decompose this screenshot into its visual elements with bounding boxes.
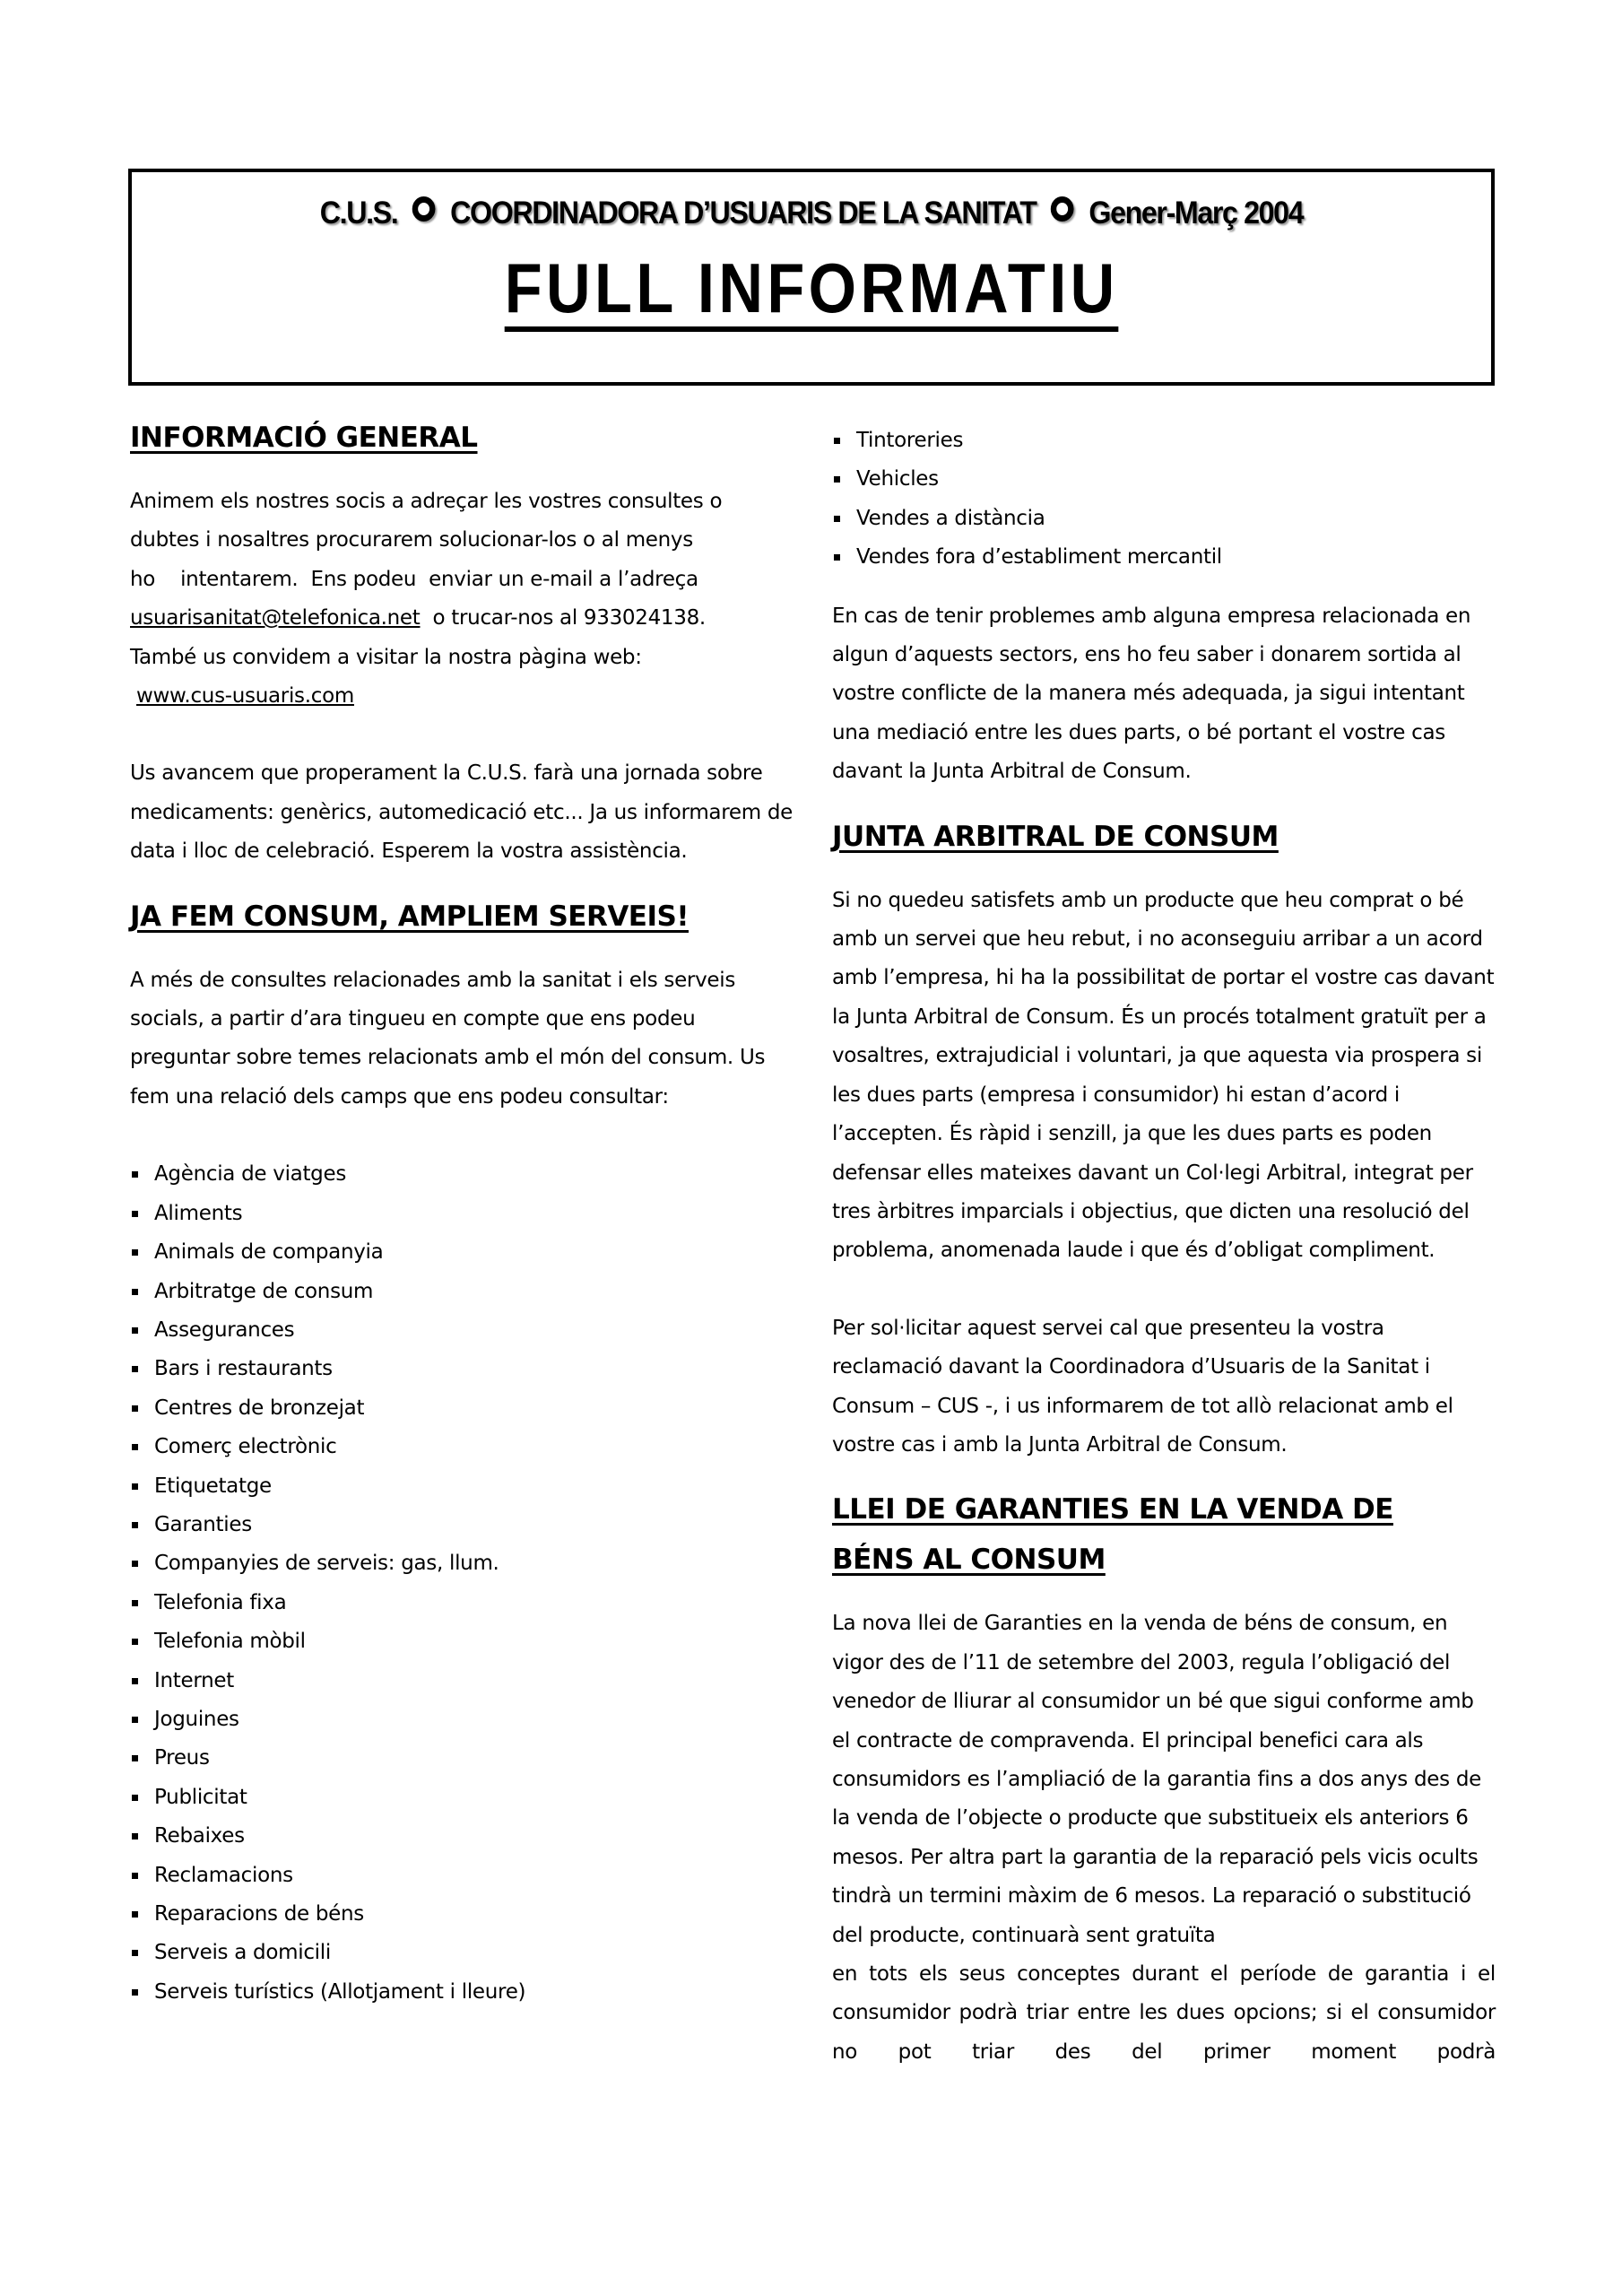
square-bullet-icon — [132, 1211, 138, 1217]
junta-paragraph-1: Si no quedeu satisfets amb un producte que heu comprat o bé amb un servei que heu rebut, i no aconseguiu arribar a un acord amb l’empresa, hi ha la possibilitat de portar el vostre cas davant la Junta Arbitral de Consum. És un procés totalment gratuït per a vosaltres, extrajudicial i voluntari, ja que aquesta via prospera si les dues parts (empresa i consumidor) hi estan d’acord i l’accepten. És ràpid i senzill, ja que les dues parts es poden defensar elles mateixes davant un Col·legi Arbitral, integrat per tres àrbitres imparcials i objectius, que dicten una resolució del problema, anomenada laude i que és d’obligat compliment. — [832, 888, 1495, 1263]
general-paragraph-1 — [130, 483, 794, 716]
square-bullet-icon — [132, 1678, 138, 1684]
list-item: Bars i restaurants — [130, 1350, 794, 1388]
square-bullet-icon — [132, 1366, 138, 1372]
list-item: Telefonia fixa — [130, 1584, 794, 1622]
square-bullet-icon — [132, 1561, 138, 1567]
ring-bullet-icon — [412, 196, 436, 222]
square-bullet-icon — [132, 1950, 138, 1956]
garanties-text: La nova llei de Garanties en la venda de béns de consum, en vigor des de l’11 de setembre del 2003, regula l’obligació del venedor de lliurar al consumidor un bé que sigui conforme amb el contracte de compravenda. El principal benefici cara als consumidors es l’ampliació de la garantia fins a dos anys des de la venda de l’objecte o producte que substitueix els anteriors 6 mesos. Per altra part la garantia de la reparació pels vicis ocults tindrà un termini màxim de 6 mesos. La reparació o substitució del producte, continuarà sent gratuïta — [832, 1612, 1481, 1947]
square-bullet-icon — [132, 1600, 138, 1606]
list-item: Internet — [130, 1662, 794, 1700]
section-heading-general: INFORMACIÓ GENERAL — [130, 422, 478, 454]
garanties-text-justified: en tots els seus conceptes durant el període de garantia i el consumidor podrà triar entre les dues opcions; si el consumidor no pot triar des del primer moment podrà — [832, 1962, 1496, 2064]
heading-line: LLEI DE GARANTIES EN LA VENDA DE — [832, 1493, 1393, 1526]
square-bullet-icon — [834, 516, 840, 522]
general-paragraph-2: Us avancem que properament la C.U.S. farà una jornada sobre medicaments: genèrics, automedicació etc... Ja us informarem de data i lloc de celebració. Esperem la vostra assistència. — [130, 761, 793, 864]
section-llei-garanties — [832, 1484, 1496, 2072]
list-item: Serveis a domicili — [130, 1934, 794, 1972]
phone-text: o trucar-nos al 933024138. — [420, 606, 706, 631]
issue-period: Gener-Març 2004 — [1089, 196, 1304, 230]
list-item: Serveis turístics (Allotjament i lleure) — [130, 1973, 794, 2012]
square-bullet-icon — [132, 1171, 138, 1178]
newsletter-title — [132, 248, 1491, 332]
square-bullet-icon — [132, 1795, 138, 1801]
list-item: Garanties — [130, 1506, 794, 1544]
list-item: Vendes a distància — [832, 500, 1496, 538]
general-line: Animem els nostres socis a adreçar les vostres consultes o — [130, 490, 723, 513]
org-name: COORDINADORA D’USUARIS DE LA SANITAT — [450, 196, 1037, 230]
square-bullet-icon — [834, 438, 840, 444]
consum-outro: En cas de tenir problemes amb alguna empresa relacionada en algun d’aquests sectors, ens ho feu saber i donarem sortida al vostre conflicte de la manera més adequada, ja sigui intentant una mediació entre les dues parts, o bé portant el vostre cas davant la Junta Arbitral de Consum. — [832, 604, 1471, 784]
section-heading-junta: JUNTA ARBITRAL DE CONSUM — [832, 820, 1279, 853]
consum-intro: A més de consultes relacionades amb la sanitat i els serveis socials, a partir d’ara tingueu en compte que ens podeu preguntar sobre temes relacionats amb el món del consum. Us fem una relació dels camps que ens podeu consultar: — [130, 968, 766, 1109]
square-bullet-icon — [132, 1911, 138, 1918]
square-bullet-icon — [132, 1717, 138, 1723]
square-bullet-icon — [132, 1833, 138, 1839]
list-item: Aliments — [130, 1195, 794, 1233]
square-bullet-icon — [132, 1755, 138, 1761]
masthead-subtitle — [186, 196, 1437, 231]
square-bullet-icon — [834, 476, 840, 483]
square-bullet-icon — [834, 554, 840, 561]
web-intro: També us convidem a visitar la nostra pàgina web: — [130, 645, 642, 669]
section-consum — [130, 891, 794, 2013]
masthead — [128, 169, 1495, 386]
list-item: Comerç electrònic — [130, 1428, 794, 1466]
left-column — [130, 413, 794, 2012]
email-link[interactable]: usuarisanitat@telefonica.net — [130, 606, 421, 631]
list-item: Publicitat — [130, 1779, 794, 1817]
list-item: Centres de bronzejat — [130, 1389, 794, 1428]
list-item: Reparacions de béns — [130, 1895, 794, 1934]
general-line: dubtes i nosaltres procurarem solucionar-los o al menys — [130, 528, 693, 552]
square-bullet-icon — [132, 1522, 138, 1528]
list-item: Vehicles — [832, 460, 1496, 499]
right-column — [832, 422, 1496, 2072]
square-bullet-icon — [132, 1483, 138, 1490]
list-item: Agència de viatges — [130, 1155, 794, 1194]
consum-fields-list — [130, 1155, 794, 2012]
list-item: Reclamacions — [130, 1857, 794, 1895]
list-item: Preus — [130, 1739, 794, 1778]
list-item: Telefonia mòbil — [130, 1622, 794, 1661]
list-item: Etiquetatge — [130, 1467, 794, 1506]
list-item: Assegurances — [130, 1311, 794, 1350]
list-item: Arbitratge de consum — [130, 1273, 794, 1311]
section-junta-arbitral — [832, 812, 1496, 1465]
square-bullet-icon — [132, 1639, 138, 1645]
square-bullet-icon — [132, 1327, 138, 1334]
newsletter-title-text: FULL INFORMATIU — [505, 253, 1119, 332]
section-heading-garanties — [832, 1484, 1496, 1585]
list-item: Companyies de serveis: gas, llum. — [130, 1544, 794, 1583]
square-bullet-icon — [132, 1873, 138, 1879]
org-short: C.U.S. — [319, 196, 398, 230]
garanties-paragraph — [832, 1605, 1496, 2072]
website-link[interactable]: www.cus-usuaris.com — [136, 684, 354, 709]
square-bullet-icon — [132, 1444, 138, 1450]
square-bullet-icon — [132, 1989, 138, 1996]
square-bullet-icon — [132, 1249, 138, 1256]
section-general-info — [130, 413, 794, 872]
consum-fields-list-continued — [832, 422, 1496, 578]
general-line: ho intentarem. Ens podeu enviar un e-mail a l’adreça — [130, 567, 698, 591]
heading-line: BÉNS AL CONSUM — [832, 1544, 1106, 1577]
list-item: Rebaixes — [130, 1817, 794, 1856]
square-bullet-icon — [132, 1289, 138, 1295]
list-item: Tintoreries — [832, 422, 1496, 460]
section-heading-consum: JA FEM CONSUM, AMPLIEM SERVEIS! — [130, 900, 689, 933]
junta-paragraph-2: Per sol·licitar aquest servei cal que presenteu la vostra reclamació davant la Coordinadora d’Usuaris de la Sanitat i Consum – CUS -, i us informarem de tot allò relacionat amb el vostre cas i amb la Junta Arbitral de Consum. — [832, 1316, 1453, 1457]
list-item: Joguines — [130, 1700, 794, 1739]
list-item: Vendes fora d’establiment mercantil — [832, 538, 1496, 577]
square-bullet-icon — [132, 1405, 138, 1412]
ring-bullet-icon — [1051, 196, 1074, 222]
list-item: Animals de companyia — [130, 1233, 794, 1272]
